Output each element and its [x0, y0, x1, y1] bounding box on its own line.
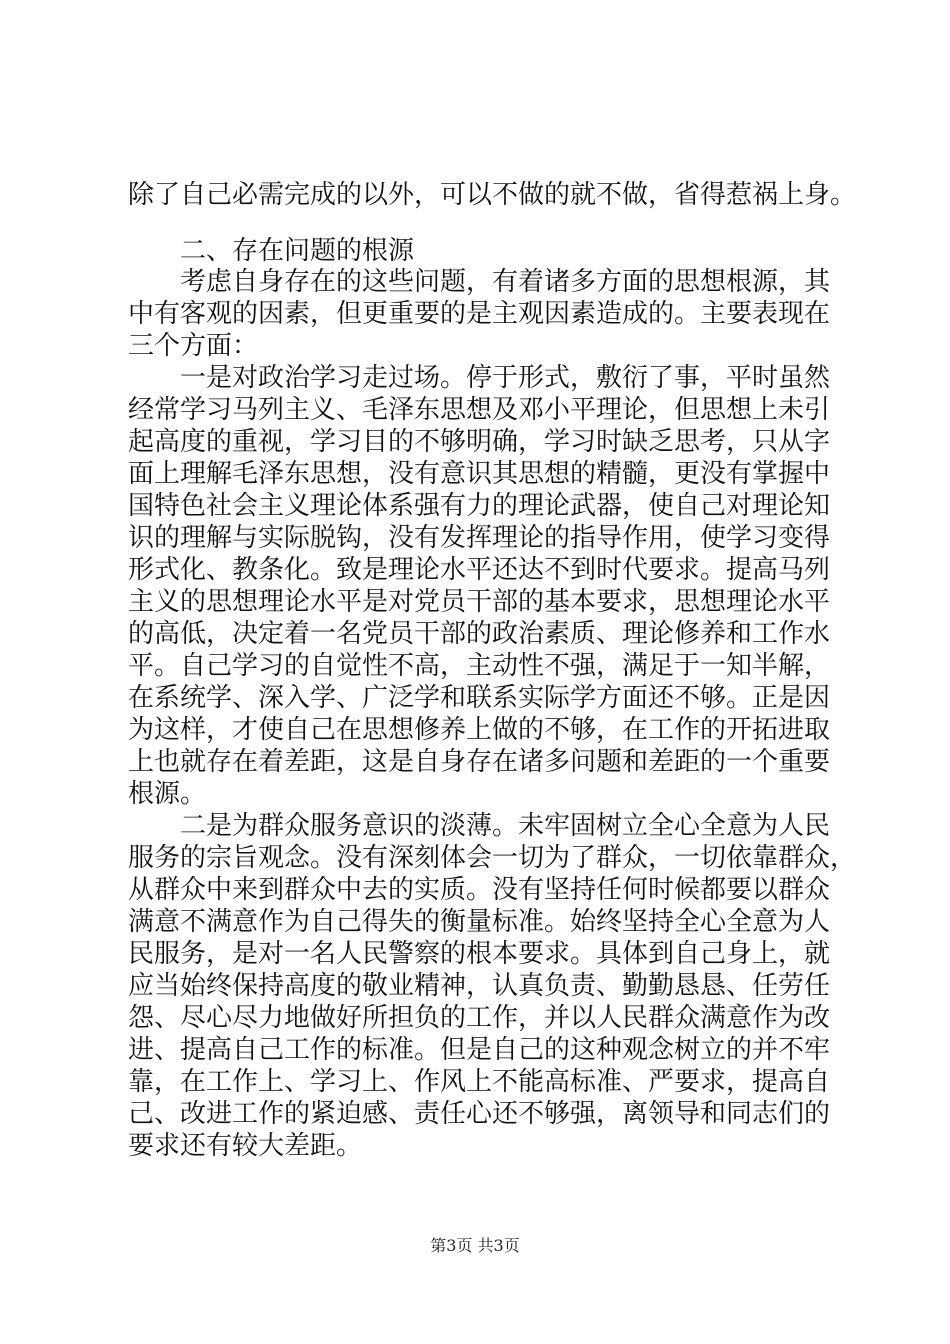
paragraph-line: 平。自己学习的自觉性不高，主动性不强，满足于一知半解，	[128, 651, 831, 681]
paragraph-line: 一是对政治学习走过场。停于形式，敷衍了事，平时虽然	[180, 363, 831, 393]
paragraph-line: 的高低，决定着一名党员干部的政治素质、理论修养和工作水	[128, 619, 831, 649]
paragraph-line: 形式化、教条化。致是理论水平还达不到时代要求。提高马列	[128, 555, 831, 585]
paragraph-line: 起高度的重视，学习目的不够明确，学习时缺乏思考，只从字	[128, 427, 831, 457]
paragraph-line: 怨、尽心尽力地做好所担负的工作，并以人民群众满意作为改	[128, 1003, 831, 1033]
paragraph-line: 根源。	[128, 779, 207, 809]
paragraph-line: 识的理解与实际脱钩，没有发挥理论的指导作用，使学习变得	[128, 523, 831, 553]
paragraph-line: 主义的思想理论水平是对党员干部的基本要求，思想理论水平	[128, 587, 831, 617]
paragraph-line: 要求还有较大差距。	[128, 1131, 363, 1161]
paragraph-line: 民服务，是对一名人民警察的根本要求。具体到自己身上，就	[128, 939, 831, 969]
paragraph-line: 满意不满意作为自己得失的衡量标准。始终坚持全心全意为人	[128, 907, 831, 937]
section-heading: 二、存在问题的根源	[180, 236, 415, 266]
page-footer	[0, 1236, 950, 1256]
paragraph-line: 应当始终保持高度的敬业精神，认真负责、勤勤恳恳、任劳任	[128, 971, 831, 1001]
intro-line: 除了自己必需完成的以外，可以不做的就不做，省得惹祸上身。	[128, 180, 857, 210]
paragraph-line: 考虑自身存在的这些问题，有着诸多方面的思想根源，其	[180, 267, 831, 297]
paragraph-line: 靠，在工作上、学习上、作风上不能高标准、严要求，提高自	[128, 1067, 831, 1097]
paragraph-line: 己、改进工作的紧迫感、责任心还不够强，离领导和同志们的	[128, 1099, 831, 1129]
paragraph-line: 从群众中来到群众中去的实质。没有坚持任何时候都要以群众	[128, 875, 831, 905]
page-number: 第3页 共3页	[430, 1236, 520, 1255]
paragraph-line: 在系统学、深入学、广泛学和联系实际学方面还不够。正是因	[128, 683, 831, 713]
paragraph-line: 为这样，才使自己在思想修养上做的不够，在工作的开拓进取	[128, 715, 831, 745]
paragraph-line: 服务的宗旨观念。没有深刻体会一切为了群众，一切依靠群众，	[128, 843, 857, 873]
paragraph-line: 国特色社会主义理论体系强有力的理论武器，使自己对理论知	[128, 491, 831, 521]
paragraph-line: 进、提高自己工作的标准。但是自己的这种观念树立的并不牢	[128, 1035, 831, 1065]
paragraph-line: 中有客观的因素，但更重要的是主观因素造成的。主要表现在	[128, 299, 831, 329]
paragraph-line: 面上理解毛泽东思想，没有意识其思想的精髓，更没有掌握中	[128, 459, 831, 489]
paragraph-line: 经常学习马列主义、毛泽东思想及邓小平理论，但思想上未引	[128, 395, 831, 425]
paragraph-line: 三个方面：	[128, 331, 259, 361]
paragraph-line: 上也就存在着差距，这是自身存在诸多问题和差距的一个重要	[128, 747, 831, 777]
paragraph-line: 二是为群众服务意识的淡薄。未牢固树立全心全意为人民	[180, 811, 831, 841]
